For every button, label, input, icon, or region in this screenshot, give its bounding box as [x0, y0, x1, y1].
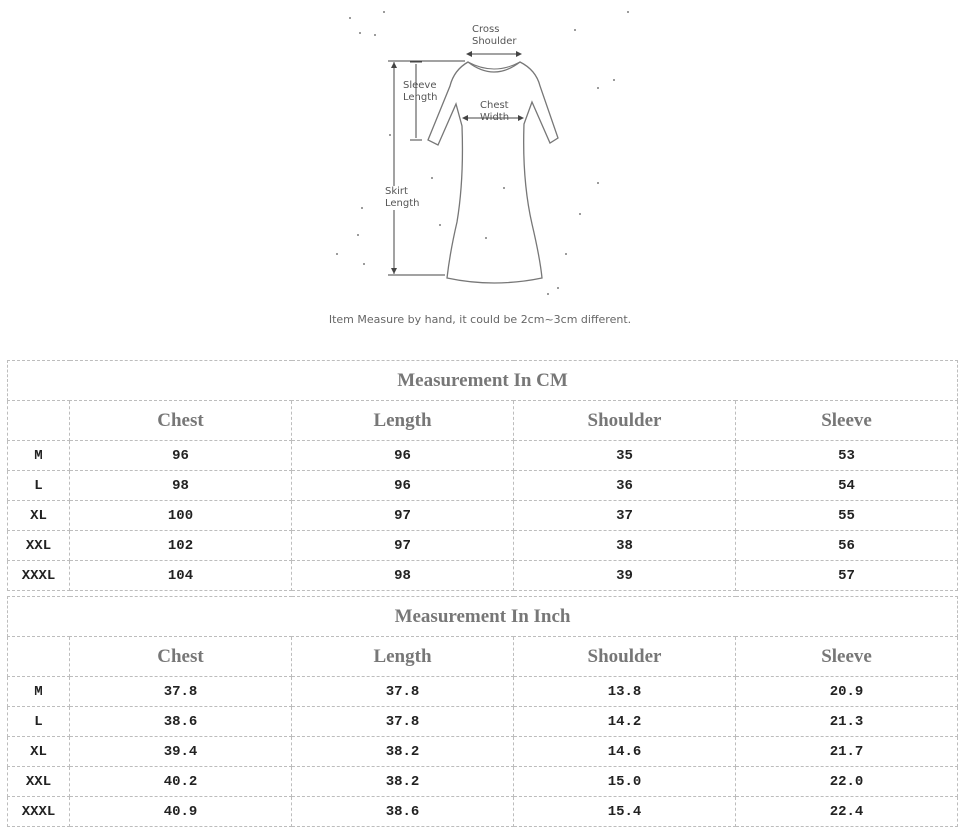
shoulder-cell: 35: [514, 441, 736, 471]
cross-shoulder-label-line1: Cross: [472, 24, 500, 35]
table-row: [8, 677, 958, 707]
measurement-diagram: [300, 0, 660, 340]
length-cell: 96: [292, 471, 514, 501]
length-cell: 96: [292, 441, 514, 471]
table-row: [8, 707, 958, 737]
shoulder-cell: 39: [514, 561, 736, 591]
header-length: Length: [292, 637, 514, 677]
shoulder-cell: 36: [514, 471, 736, 501]
table-title-inch: Measurement In Inch: [8, 597, 958, 637]
chest-cell: 98: [70, 471, 292, 501]
chest-cell: 38.6: [70, 707, 292, 737]
header-shoulder: Shoulder: [514, 401, 736, 441]
shoulder-cell: 15.4: [514, 797, 736, 827]
table-title-cm: Measurement In CM: [8, 361, 958, 401]
cross-shoulder-label: [472, 24, 517, 48]
header-sleeve: Sleeve: [736, 637, 958, 677]
shoulder-cell: 13.8: [514, 677, 736, 707]
chest-width-label: [480, 100, 509, 124]
size-cell: XXXL: [8, 797, 70, 827]
cross-shoulder-label-line2: Shoulder: [472, 36, 517, 47]
skirt-length-label-line2: Length: [385, 198, 420, 209]
table-row: [8, 767, 958, 797]
header-shoulder: Shoulder: [514, 637, 736, 677]
sleeve-cell: 20.9: [736, 677, 958, 707]
size-table-inch: [7, 596, 958, 827]
table-row: [8, 531, 958, 561]
length-cell: 38.2: [292, 767, 514, 797]
length-cell: 37.8: [292, 677, 514, 707]
chest-cell: 37.8: [70, 677, 292, 707]
size-cell: XL: [8, 501, 70, 531]
chest-cell: 104: [70, 561, 292, 591]
sleeve-length-label: [403, 80, 438, 104]
sleeve-cell: 56: [736, 531, 958, 561]
size-cell: M: [8, 677, 70, 707]
length-cell: 98: [292, 561, 514, 591]
chest-cell: 40.9: [70, 797, 292, 827]
length-cell: 97: [292, 531, 514, 561]
sleeve-cell: 22.4: [736, 797, 958, 827]
size-table-cm: [7, 360, 958, 591]
chest-cell: 39.4: [70, 737, 292, 767]
header-size: [8, 401, 70, 441]
table-row: [8, 797, 958, 827]
shoulder-cell: 37: [514, 501, 736, 531]
size-cell: M: [8, 441, 70, 471]
size-cell: L: [8, 471, 70, 501]
size-cell: XXL: [8, 531, 70, 561]
length-cell: 37.8: [292, 707, 514, 737]
skirt-length-label: [385, 186, 420, 210]
shoulder-cell: 14.2: [514, 707, 736, 737]
header-chest: Chest: [70, 637, 292, 677]
sleeve-cell: 55: [736, 501, 958, 531]
chest-cell: 40.2: [70, 767, 292, 797]
sleeve-cell: 21.7: [736, 737, 958, 767]
shoulder-cell: 38: [514, 531, 736, 561]
size-cell: XXXL: [8, 561, 70, 591]
shoulder-cell: 15.0: [514, 767, 736, 797]
shoulder-cell: 14.6: [514, 737, 736, 767]
length-cell: 38.6: [292, 797, 514, 827]
length-cell: 97: [292, 501, 514, 531]
length-cell: 38.2: [292, 737, 514, 767]
header-chest: Chest: [70, 401, 292, 441]
table-row: [8, 501, 958, 531]
sleeve-cell: 53: [736, 441, 958, 471]
size-cell: XL: [8, 737, 70, 767]
sleeve-cell: 21.3: [736, 707, 958, 737]
sleeve-length-label-line1: Sleeve: [403, 80, 437, 91]
chest-width-label-line2: Width: [480, 112, 510, 123]
sleeve-cell: 57: [736, 561, 958, 591]
table-row: [8, 737, 958, 767]
header-size: [8, 637, 70, 677]
skirt-length-label-line1: Skirt: [385, 186, 408, 197]
chest-cell: 96: [70, 441, 292, 471]
size-cell: XXL: [8, 767, 70, 797]
table-row: [8, 561, 958, 591]
sleeve-cell: 22.0: [736, 767, 958, 797]
header-length: Length: [292, 401, 514, 441]
chest-width-label-line1: Chest: [480, 100, 509, 111]
header-sleeve: Sleeve: [736, 401, 958, 441]
measure-note: Item Measure by hand, it could be 2cm~3cm different.: [328, 313, 632, 326]
table-row: [8, 471, 958, 501]
sleeve-cell: 54: [736, 471, 958, 501]
size-cell: L: [8, 707, 70, 737]
table-row: [8, 441, 958, 471]
chest-cell: 102: [70, 531, 292, 561]
sleeve-length-label-line2: Length: [403, 92, 438, 103]
chest-cell: 100: [70, 501, 292, 531]
